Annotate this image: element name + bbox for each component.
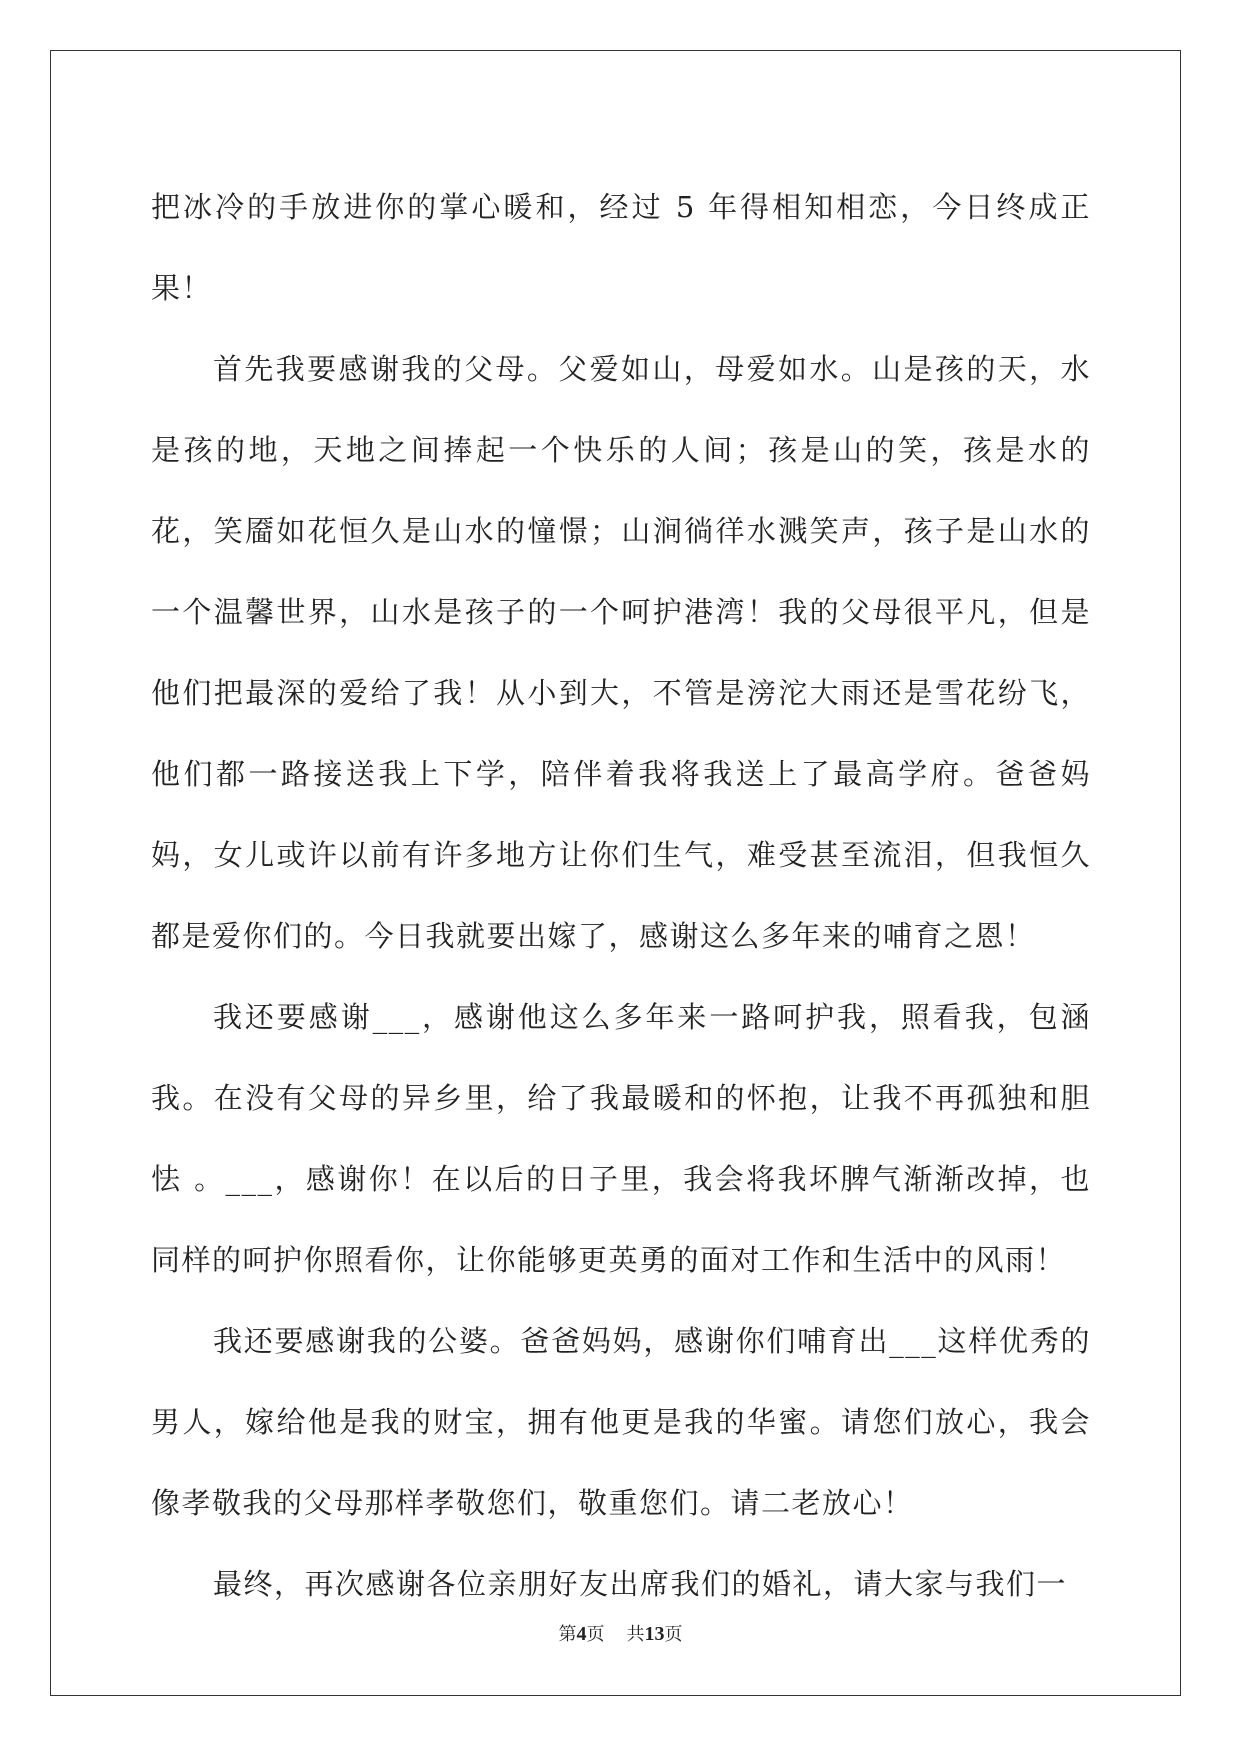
total-suffix: 页: [664, 1624, 683, 1645]
paragraph-3: 我还要感谢___，感谢他这么多年来一路呵护我，照看我，包涵我。在没有父母的异乡里，给了我最暖和的怀抱，让我不再孤独和胆怯 。___，感谢你！在以后的日子里，我会将我坏脾气渐渐改掉，也同样的呵护你照看你，让你能够更英勇的面对工作和生活中的风雨！: [151, 1000, 1091, 1277]
paragraph-2: 首先我要感谢我的父母。父爱如山，母爱如水。山是孩的天，水是孩的地，天地之间捧起一个快乐的人间；孩是山的笑，孩是水的花，笑靥如花恒久是山水的憧憬；山涧徜徉水溅笑声，孩子是山水的一个温馨世界，山水是孩子的一个呵护港湾！我的父母很平凡，但是他们把最深的爱给了我！从小到大，不管是滂沱大雨还是雪花纷飞，他们都一路接送我上下学，陪伴着我将我送上了最高学府。爸爸妈妈，女儿或许以前有许多地方让你们生气，难受甚至流泪，但我恒久都是爱你们的。今日我就要出嫁了，感谢这么多年来的哺育之恩！: [151, 352, 1091, 953]
paragraph-5: 最终，再次感谢各位亲朋好友出席我们的婚礼，请大家与我们一: [213, 1567, 1068, 1601]
total-pages: 13: [644, 1623, 665, 1645]
paragraph-4: 我还要感谢我的公婆。爸爸妈妈，感谢你们哺育出___这样优秀的男人，嫁给他是我的财宝，拥有他更是我的华蜜。请您们放心，我会像孝敬我的父母那样孝敬您们，敬重您们。请二老放心！: [151, 1324, 1091, 1520]
document-body: [151, 167, 1091, 1625]
page-number: 4: [576, 1623, 587, 1645]
total-prefix: 共: [626, 1624, 645, 1645]
paragraph-1: 把冰冷的手放进你的掌心暖和，经过 5 年得相知相恋，今日终成正果！: [151, 190, 1091, 305]
page-prefix: 第: [558, 1624, 577, 1645]
page-suffix: 页: [586, 1624, 605, 1645]
page-footer: [0, 1620, 1241, 1646]
